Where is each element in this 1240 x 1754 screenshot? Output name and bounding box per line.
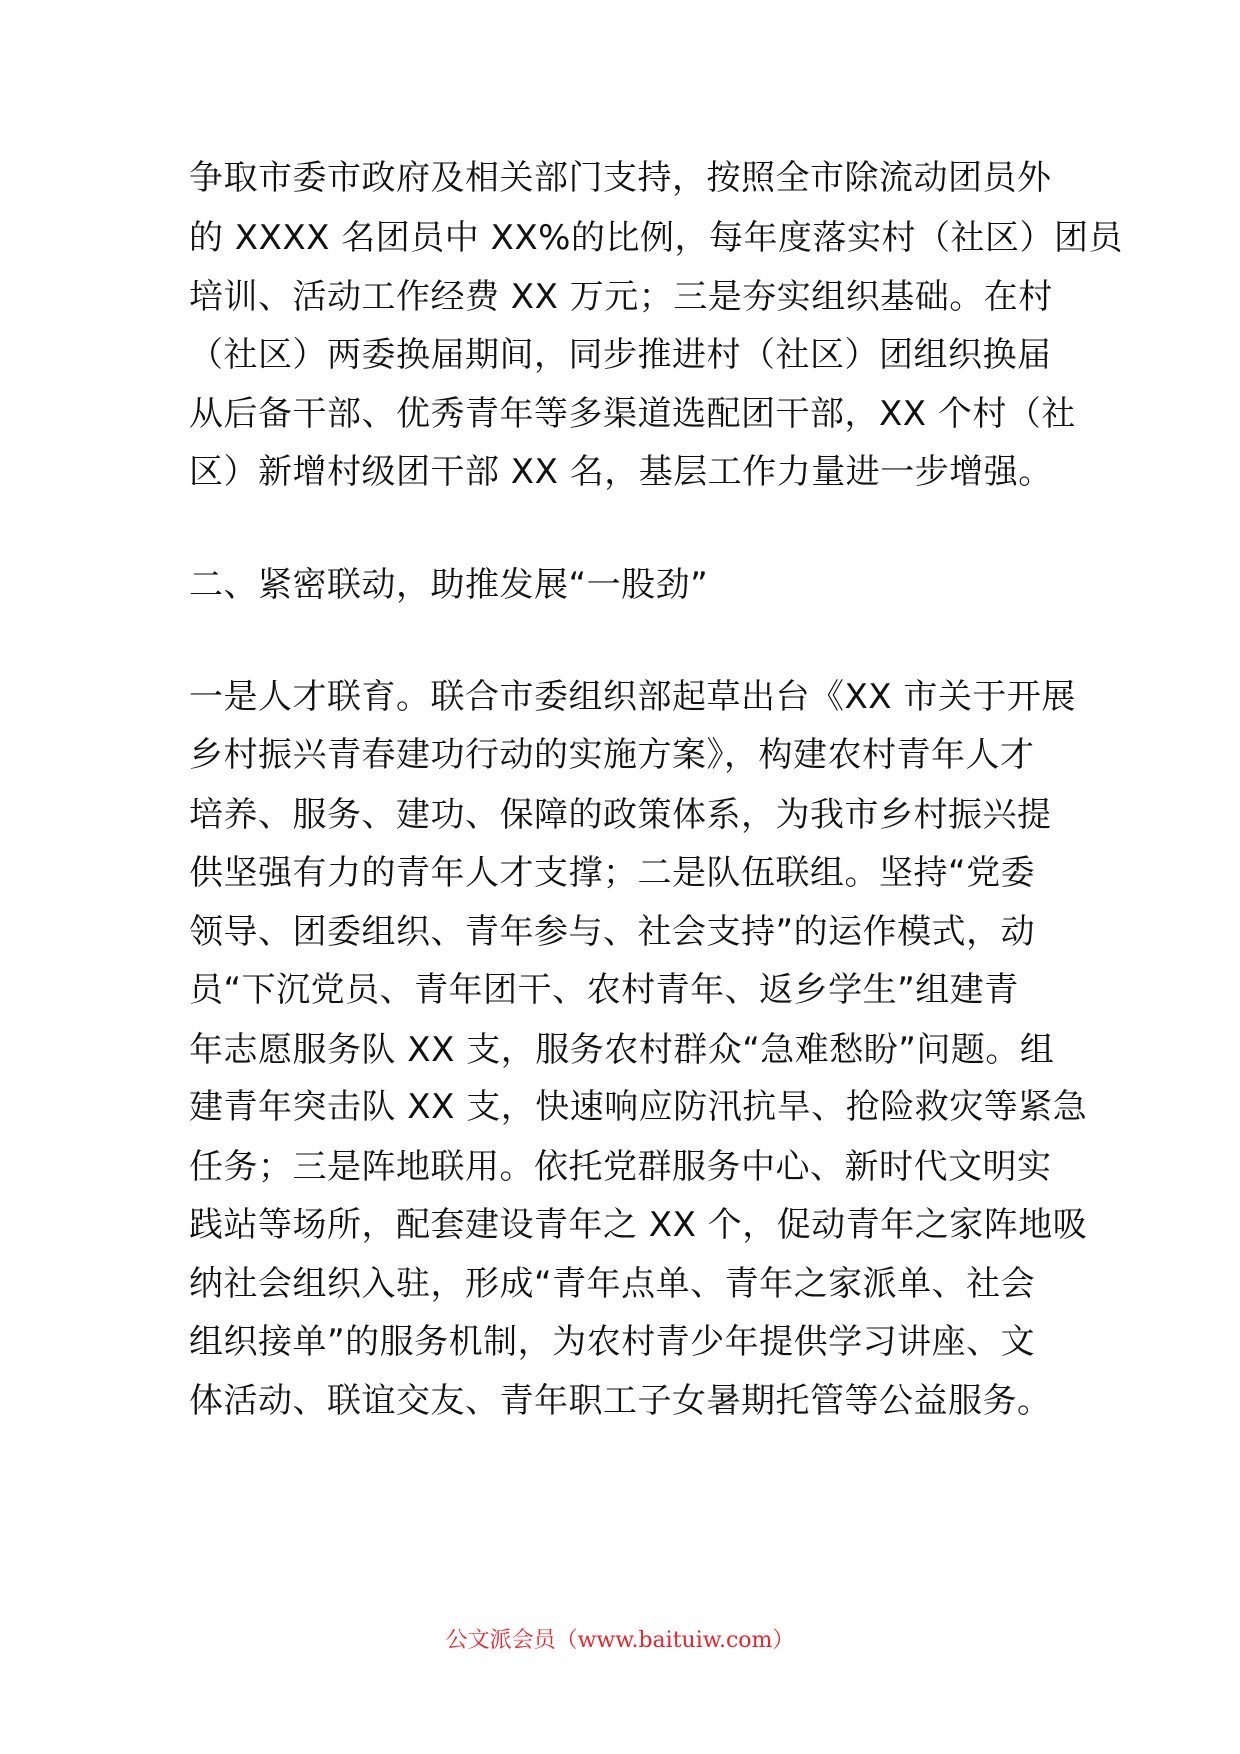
text-line: 培养、服务、建功、保障的政策体系，为我市乡村振兴提 bbox=[189, 795, 1052, 835]
text-line: （社区）两委换届期间，同步推进村（社区）团组织换届 bbox=[189, 335, 1052, 375]
text-line: 的 XXXX 名团员中 XX%的比例，每年度落实村（社区）团员 bbox=[189, 218, 1123, 258]
text-line: 员“下沉党员、青年团干、农村青年、返乡学生”组建青 bbox=[189, 970, 1019, 1010]
text-line: 体活动、联谊交友、青年职工子女暑期托管等公益服务。 bbox=[189, 1381, 1052, 1421]
text-line: 区）新增村级团干部 XX 名，基层工作力量进一步增强。 bbox=[189, 452, 1053, 492]
text-line: 组织接单”的服务机制，为农村青少年提供学习讲座、文 bbox=[189, 1322, 1036, 1362]
footer-watermark: 公文派会员（www.baituiw.com） bbox=[445, 1628, 795, 1653]
text-line: 培训、活动工作经费 XX 万元；三是夯实组织基础。在村 bbox=[189, 277, 1053, 317]
text-line: 践站等场所，配套建设青年之 XX 个，促动青年之家阵地吸 bbox=[189, 1205, 1088, 1245]
text-line: 领导、团委组织、青年参与、社会支持”的运作模式，动 bbox=[189, 912, 1036, 952]
text-line: 争取市委市政府及相关部门支持，按照全市除流动团员外 bbox=[189, 158, 1052, 198]
text-line: 供坚强有力的青年人才支撑；二是队伍联组。坚持“党委 bbox=[189, 853, 1036, 893]
text-line: 任务；三是阵地联用。依托党群服务中心、新时代文明实 bbox=[189, 1147, 1052, 1187]
text-line: 从后备干部、优秀青年等多渠道选配团干部，XX 个村（社 bbox=[189, 394, 1076, 434]
text-line: 建青年突击队 XX 支，快速响应防汛抗旱、抢险救灾等紧急 bbox=[189, 1087, 1088, 1127]
text-line: 年志愿服务队 XX 支，服务农村群众“急难愁盼”问题。组 bbox=[189, 1030, 1055, 1070]
section-heading: 二、紧密联动，助推发展“一股劲” bbox=[189, 565, 709, 605]
text-line: 一是人才联育。联合市委组织部起草出台《XX 市关于开展 bbox=[189, 677, 1076, 717]
text-line: 乡村振兴青春建功行动的实施方案》，构建农村青年人才 bbox=[189, 735, 1035, 775]
text-line: 纳社会组织入驻，形成“青年点单、青年之家派单、社会 bbox=[189, 1264, 1036, 1304]
